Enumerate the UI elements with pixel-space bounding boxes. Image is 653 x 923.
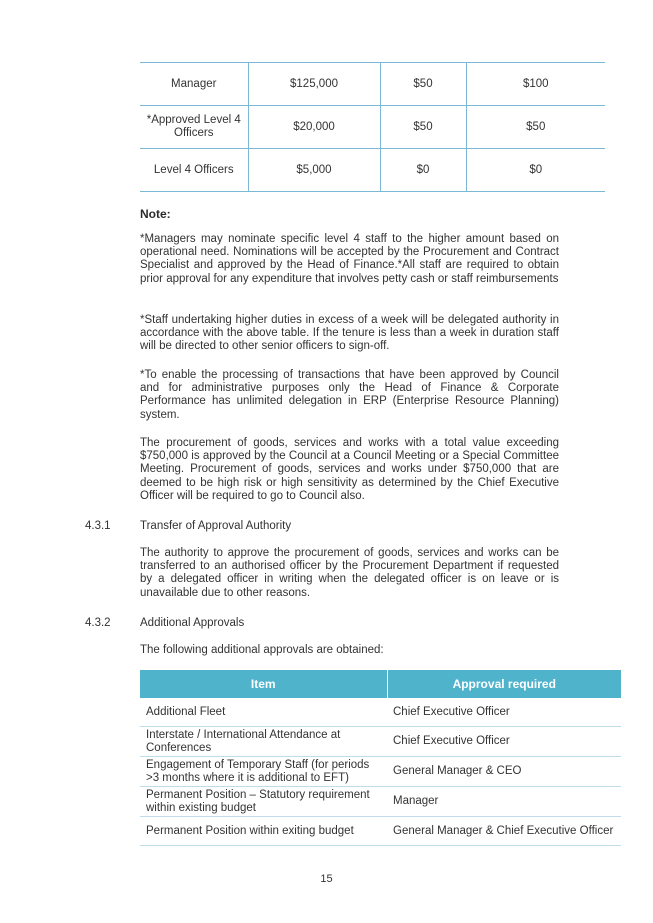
- role-cell: Manager: [140, 63, 248, 106]
- section-number: 4.3.1: [85, 520, 111, 532]
- additional-approvals-table: [140, 670, 621, 846]
- amount-cell: $20,000: [248, 106, 380, 149]
- note-heading: Note:: [140, 207, 171, 221]
- approval-cell: General Manager & Chief Executive Officer: [387, 817, 621, 846]
- amount-cell: $0: [466, 149, 605, 192]
- section-number: 4.3.2: [85, 617, 111, 629]
- note-paragraph-erp: *To enable the processing of transactions that have been approved by Council and for administrative purposes only the Head of Finance & Corporate Performance has unlimited delegation in ERP (Enterprise Resource Planning) system.: [140, 369, 559, 421]
- approval-cell: Manager: [387, 787, 621, 817]
- table-row: [140, 63, 605, 106]
- column-header-item: Item: [140, 670, 387, 698]
- table-row: [140, 727, 621, 757]
- table-header-row: [140, 670, 621, 698]
- item-cell: Interstate / International Attendance at Conferences: [140, 727, 387, 757]
- amount-cell: $0: [380, 149, 466, 192]
- table-row: [140, 106, 605, 149]
- section-body: The authority to approve the procurement of goods, services and works can be transferred to an authorised officer by the Procurement Department if requested by a delegated officer in writing when the delegated officer is on leave or is unavailable due to other reasons.: [140, 547, 559, 599]
- delegation-limits-table: [140, 62, 605, 192]
- approval-cell: Chief Executive Officer: [387, 698, 621, 727]
- table-row: [140, 787, 621, 817]
- section-title: Additional Approvals: [140, 617, 245, 629]
- note-paragraph-council: The procurement of goods, services and works with a total value exceeding $750,000 is approved by the Council at a Council Meeting or a Special Committee Meeting. Procurement of goods, services and works under $750,000 that are deemed to be high risk or high sensitivity as determined by the Chief Executive Officer will be required to go to Council also.: [140, 437, 559, 502]
- item-cell: Permanent Position – Statutory requirement within existing budget: [140, 787, 387, 817]
- column-header-approval: Approval required: [387, 670, 621, 698]
- item-cell: Permanent Position within exiting budget: [140, 817, 387, 846]
- table-row: [140, 817, 621, 846]
- approval-cell: General Manager & CEO: [387, 757, 621, 787]
- amount-cell: $125,000: [248, 63, 380, 106]
- amount-cell: $5,000: [248, 149, 380, 192]
- approval-cell: Chief Executive Officer: [387, 727, 621, 757]
- section-intro: The following additional approvals are obtained:: [140, 644, 384, 656]
- page-number: 15: [320, 873, 333, 885]
- amount-cell: $50: [380, 63, 466, 106]
- item-cell: Additional Fleet: [140, 698, 387, 727]
- section-title: Transfer of Approval Authority: [140, 520, 292, 532]
- note-paragraph-higher-duties: *Staff undertaking higher duties in excess of a week will be delegated authority in accordance with the above table. If the tenure is less than a week in duration staff will be directed to other senior officers to sign-off.: [140, 314, 559, 353]
- amount-cell: $50: [380, 106, 466, 149]
- amount-cell: $50: [466, 106, 605, 149]
- note-paragraph-nominations: *Managers may nominate specific level 4 staff to the higher amount based on operational need. Nominations will be accepted by the Procurement and Contract Specialist and approved by the Head of Finance.*All staff are required to obtain prior approval for any expenditure that involves petty cash or staff reimbursements: [140, 233, 559, 285]
- amount-cell: $100: [466, 63, 605, 106]
- role-cell: *Approved Level 4 Officers: [140, 106, 248, 149]
- table-row: [140, 698, 621, 727]
- item-cell: Engagement of Temporary Staff (for periods >3 months where it is additional to EFT): [140, 757, 387, 787]
- table-row: [140, 757, 621, 787]
- table-row: [140, 149, 605, 192]
- role-cell: Level 4 Officers: [140, 149, 248, 192]
